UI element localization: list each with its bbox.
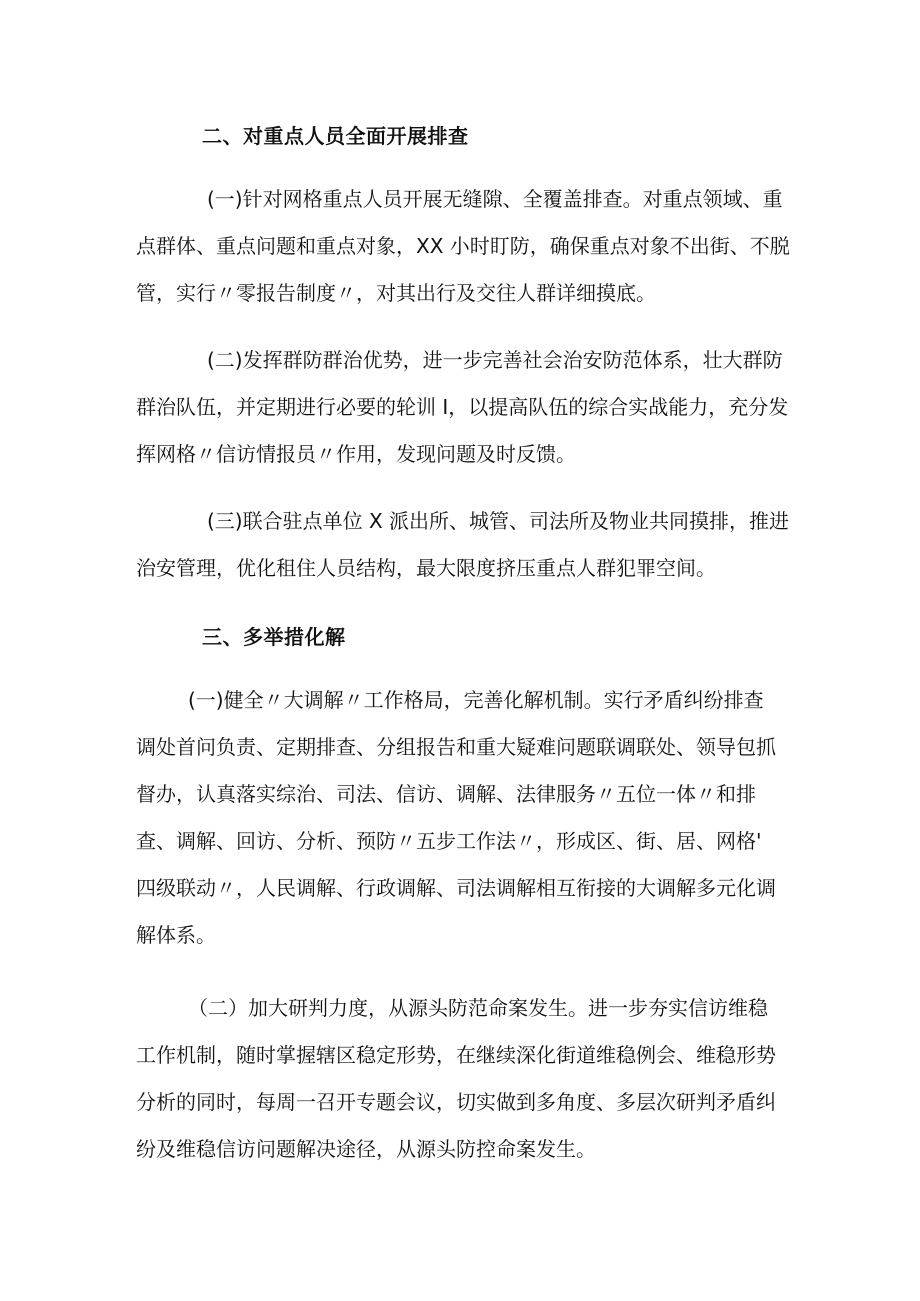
paragraph [136,498,790,592]
text-line: 治安管理，优化租住人员结构，最大限度挤压重点人群犯罪空间。 [136,556,716,580]
text-line: 四级联动〃，人民调解、行政调解、司法调解相互衔接的大调解多元化调 [136,876,776,900]
text-line: 督办，认真落实综治、司法、信访、调解、法律服务〃五位一体〃和排 [136,782,756,806]
text-line: (一)健全〃大调解〃工作格局，完善化解机制。实行矛盾纠纷排查 [188,688,764,712]
text-line: 纷及维稳信访问题解决途径，从源头防控命案发生。 [136,1137,596,1161]
section-heading: 三、多举措化解 [202,625,346,649]
text-line: 工作机制，随时掌握辖区稳定形势，在继续深化街道维稳例会、维稳形势 [136,1043,776,1067]
section-heading: 二、对重点人员全面开展排查 [202,124,469,148]
text-line: （二）加大研判力度，从源头防范命案发生。进一步夯实信访维稳 [188,996,768,1020]
text-line: (一)针对网格重点人员开展无缝隙、全覆盖排查。对重点领域、重 [207,187,783,211]
paragraph [136,677,786,959]
text-line: 群治队伍，并定期进行必要的轮训 I，以提高队伍的综合实战能力，充分发 [136,395,789,419]
text-line: 点群体、重点问题和重点对象，XX 小时盯防，确保重点对象不出街、不脱 [136,234,790,258]
text-line: 挥网格〃信访情报员〃作用，发现问题及时反馈。 [136,442,576,466]
paragraph [136,985,786,1173]
text-line: 解体系。 [136,923,216,947]
paragraph [136,337,789,478]
paragraph [136,176,790,317]
text-line: (三)联合驻点单位 X 派出所、城管、司法所及物业共同摸排，推进 [207,509,790,533]
text-line: (二)发挥群防群治优势，进一步完善社会治安防范体系，壮大群防 [207,348,783,372]
text-line: 调处首问负责、定期排查、分组报告和重大疑难问题联调联处、领导包抓 [136,735,776,759]
text-line: 管，实行〃零报告制度〃，对其出行及交往人群详细摸底。 [136,281,656,305]
text-line: 查、调解、回访、分析、预防〃五步工作法〃，形成区、街、居、网格' [136,829,762,853]
text-line: 分析的同时，每周一召开专题会议，切实做到多角度、多层次研判矛盾纠 [136,1090,776,1114]
